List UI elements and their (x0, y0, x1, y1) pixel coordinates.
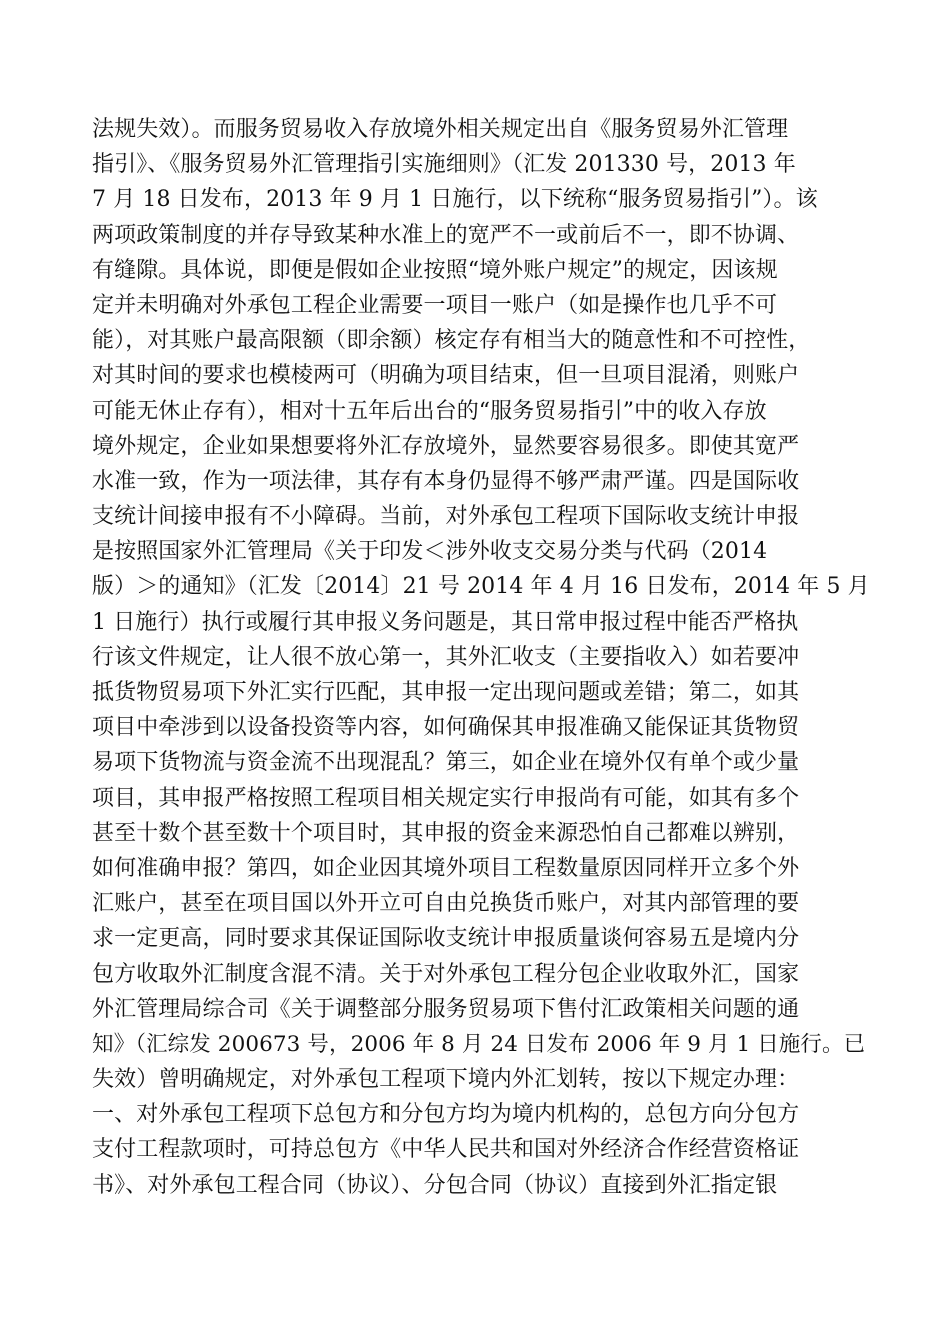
text-line: 求一定更高，同时要求其保证国际收支统计申报质量谈何容易五是境内分 (92, 926, 800, 952)
text-line: 有缝隙。具体说，即便是假如企业按照“境外账户规定”的规定，因该规 (92, 257, 778, 283)
text-line: 1 日施行）执行或履行其申报义务问题是，其日常申报过程中能否严格执 (92, 609, 799, 635)
text-line: 项目，其申报严格按照工程项目相关规定实行申报尚有可能，如其有多个 (92, 785, 800, 811)
text-line: 支付工程款项时，可持总包方《中华人民共和国对外经济合作经营资格证 (92, 1137, 800, 1163)
text-line: 项目中牵涉到以设备投资等内容，如何确保其申报准确又能保证其货物贸 (92, 715, 800, 741)
text-line: 一、对外承包工程项下总包方和分包方均为境内机构的，总包方向分包方 (92, 1102, 800, 1128)
text-line: 支统计间接申报有不小障碍。当前，对外承包工程项下国际收支统计申报 (92, 504, 800, 530)
text-line: 书》、对外承包工程合同（协议）、分包合同（协议）直接到外汇指定银 (92, 1172, 778, 1198)
text-line: 行该文件规定，让人很不放心第一，其外汇收支（主要指收入）如若要冲 (92, 644, 800, 670)
text-line: 包方收取外汇制度含混不清。关于对外承包工程分包企业收取外汇，国家 (92, 961, 800, 987)
text-line: 7 月 18 日发布，2013 年 9 月 1 日施行，以下统称“服务贸易指引”）。该 (92, 187, 818, 213)
text-line: 定并未明确对外承包工程企业需要一项目一账户（如是操作也几乎不可 (92, 292, 778, 318)
text-line: 汇账户，甚至在项目国以外开立可自由兑换货币账户，对其内部管理的要 (92, 891, 800, 917)
text-line: 可能无休止存有），相对十五年后出台的“服务贸易指引”中的收入存放 (92, 398, 767, 424)
text-line: 指引》、《服务贸易外汇管理指引实施细则》（汇发 201330 号，2013 年 (92, 152, 796, 178)
document-body (92, 112, 872, 1203)
text-line: 抵货物贸易项下外汇实行匹配，其申报一定出现问题或差错；第二，如其 (92, 680, 800, 705)
text-line: 是按照国家外汇管理局《关于印发＜涉外收支交易分类与代码（2014 (92, 539, 768, 565)
text-line: 境外规定，企业如果想要将外汇存放境外，显然要容易很多。即使其宽严 (92, 433, 800, 459)
text-line: 如何准确申报？第四，如企业因其境外项目工程数量原因同样开立多个外 (92, 855, 800, 881)
text-line: 易项下货物流与资金流不出现混乱？第三，如企业在境外仅有单个或少量 (92, 750, 800, 776)
text-line: 失效）曾明确规定，对外承包工程项下境内外汇划转，按以下规定办理： (92, 1067, 800, 1093)
text-line: 对其时间的要求也模棱两可（明确为项目结束，但一旦项目混淆，则账户 (92, 363, 800, 389)
text-line: 能），对其账户最高限额（即余额）核定存有相当大的随意性和不可控性， (92, 328, 811, 354)
text-line: 甚至十数个甚至数十个项目时，其申报的资金来源恐怕自己都难以辨别， (92, 820, 800, 846)
text-line: 法规失效）。而服务贸易收入存放境外相关规定出自《服务贸易外汇管理 (92, 117, 789, 142)
text-line: 两项政策制度的并存导致某种水准上的宽严不一或前后不一，即不协调、 (92, 222, 800, 248)
text-line: 版）＞的通知》（汇发〔2014〕21 号 2014 年 4 月 16 日发布，2014 年 5 月 (92, 574, 870, 600)
text-line: 知》（汇综发 200673 号，2006 年 8 月 24 日发布 2006 年 9 月 1 日施行。已 (92, 1031, 866, 1057)
text-line: 外汇管理局综合司《关于调整部分服务贸易项下售付汇政策相关问题的通 (92, 996, 800, 1022)
text-line: 水准一致，作为一项法律，其存有本身仍显得不够严肃严谨。四是国际收 (92, 468, 800, 494)
